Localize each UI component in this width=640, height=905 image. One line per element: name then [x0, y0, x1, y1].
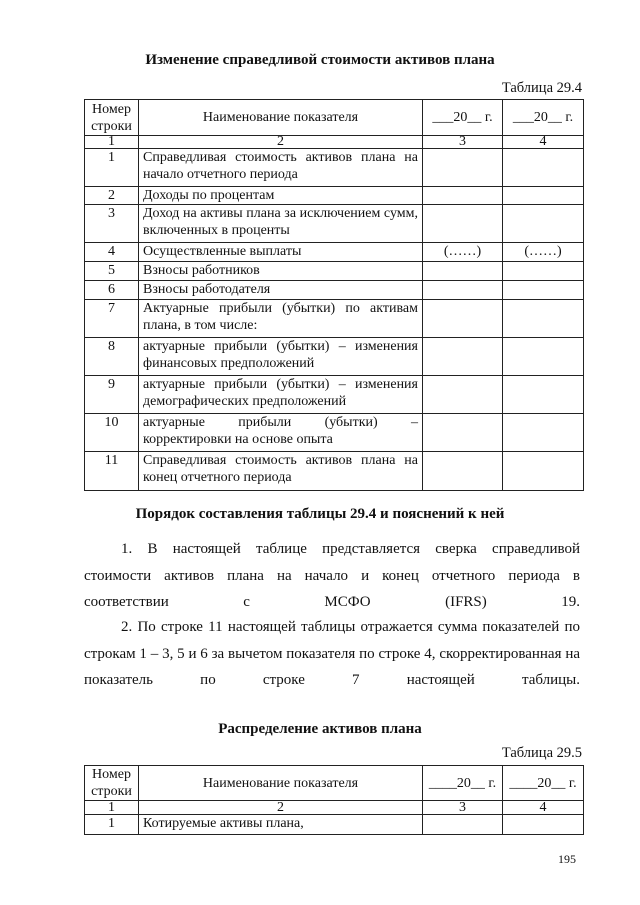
header-row-number: Номер строки: [85, 100, 139, 136]
row-value-2: [503, 205, 584, 243]
row-value-2: [503, 414, 584, 452]
header-year-2: ____20__ г.: [503, 766, 584, 801]
paragraph-1: 1. В настоящей таблице представляется сверка справедливой стоимости активов плана на начало и конец отчетного периода в соответствии с МСФО (IFRS) 19.: [84, 541, 580, 610]
header-indicator-name: Наименование показателя: [139, 100, 423, 136]
table-29-4: [84, 99, 584, 491]
table-label-29-4: Таблица 29.4: [501, 80, 582, 96]
row-name: Справедливая стоимость активов плана на конец отчетного периода: [139, 452, 423, 491]
column-number: 2: [139, 136, 423, 149]
row-value-1: [423, 376, 503, 414]
row-value-2: [503, 281, 584, 300]
row-value-2: [503, 300, 584, 338]
section-title-distribution: Распределение активов плана: [218, 721, 422, 737]
table-row: [85, 262, 584, 281]
header-year-2: ___20__ г.: [503, 100, 584, 136]
row-number: 4: [85, 243, 139, 262]
column-number: 3: [423, 136, 503, 149]
row-number: 1: [85, 815, 139, 835]
row-value-2: [503, 338, 584, 376]
row-value-1: [423, 338, 503, 376]
row-value-1: [423, 205, 503, 243]
row-value-2: [503, 262, 584, 281]
row-value-1: [423, 815, 503, 835]
row-number: 9: [85, 376, 139, 414]
table-row: [85, 243, 584, 262]
paragraph-2: 2. По строке 11 настоящей таблицы отражается сумма показателей по строкам 1 – 3, 5 и 6 за вычетом показателя по строке 4, скорректированная на показатель по строке 7 настоящей таблицы.: [84, 619, 580, 688]
table-row: [85, 205, 584, 243]
row-value-1: [423, 187, 503, 205]
row-number: 6: [85, 281, 139, 300]
row-value-2: [503, 815, 584, 835]
table-label-29-5: Таблица 29.5: [501, 745, 582, 761]
row-number: 5: [85, 262, 139, 281]
table-row: [85, 338, 584, 376]
row-number: 8: [85, 338, 139, 376]
row-value-1: [423, 300, 503, 338]
row-value-1: [423, 414, 503, 452]
header-row-number: Номер строки: [85, 766, 139, 801]
header-indicator-name: Наименование показателя: [139, 766, 423, 801]
row-name: актуарные прибыли (убытки) – изменения демографических предположений: [139, 376, 423, 414]
column-number: 2: [139, 801, 423, 815]
row-value-2: (……): [503, 243, 584, 262]
row-number: 10: [85, 414, 139, 452]
table-row: [85, 452, 584, 491]
row-value-2: [503, 187, 584, 205]
column-number: 1: [85, 801, 139, 815]
row-name: Актуарные прибыли (убытки) по активам плана, в том числе:: [139, 300, 423, 338]
row-number: 3: [85, 205, 139, 243]
row-number: 7: [85, 300, 139, 338]
row-name: актуарные прибыли (убытки) – корректировки на основе опыта: [139, 414, 423, 452]
row-value-1: [423, 149, 503, 187]
row-name: актуарные прибыли (убытки) – изменения финансовых предположений: [139, 338, 423, 376]
column-number: 1: [85, 136, 139, 149]
table-row: [85, 300, 584, 338]
table-row: [85, 149, 584, 187]
section-title-fair-value: Изменение справедливой стоимости активов плана: [145, 52, 495, 68]
table-header-row: [85, 766, 584, 801]
row-value-1: [423, 262, 503, 281]
column-numbers-row: [85, 136, 584, 149]
table-row: [85, 376, 584, 414]
header-year-1: ____20__ г.: [423, 766, 503, 801]
column-number: 4: [503, 801, 584, 815]
header-year-1: ___20__ г.: [423, 100, 503, 136]
row-value-1: (……): [423, 243, 503, 262]
table-29-5: [84, 765, 584, 835]
row-name: Доходы по процентам: [139, 187, 423, 205]
row-name: Справедливая стоимость активов плана на начало отчетного периода: [139, 149, 423, 187]
column-numbers-row: [85, 801, 584, 815]
row-value-2: [503, 452, 584, 491]
row-value-2: [503, 149, 584, 187]
row-name: Осуществленные выплаты: [139, 243, 423, 262]
row-number: 11: [85, 452, 139, 491]
row-name: Доход на активы плана за исключением сумм, включенных в проценты: [139, 205, 423, 243]
row-value-1: [423, 281, 503, 300]
row-name: Взносы работников: [139, 262, 423, 281]
row-number: 2: [85, 187, 139, 205]
column-number: 4: [503, 136, 584, 149]
table-row: [85, 187, 584, 205]
row-value-2: [503, 376, 584, 414]
table-row: [85, 281, 584, 300]
row-name: Взносы работодателя: [139, 281, 423, 300]
table-row: [85, 414, 584, 452]
table-row: [85, 815, 584, 835]
section-title-procedure: Порядок составления таблицы 29.4 и пояснений к ней: [135, 506, 505, 522]
row-number: 1: [85, 149, 139, 187]
table-header-row: [85, 100, 584, 136]
row-value-1: [423, 452, 503, 491]
row-name: Котируемые активы плана,: [139, 815, 423, 835]
column-number: 3: [423, 801, 503, 815]
page-number: 195: [558, 852, 576, 866]
